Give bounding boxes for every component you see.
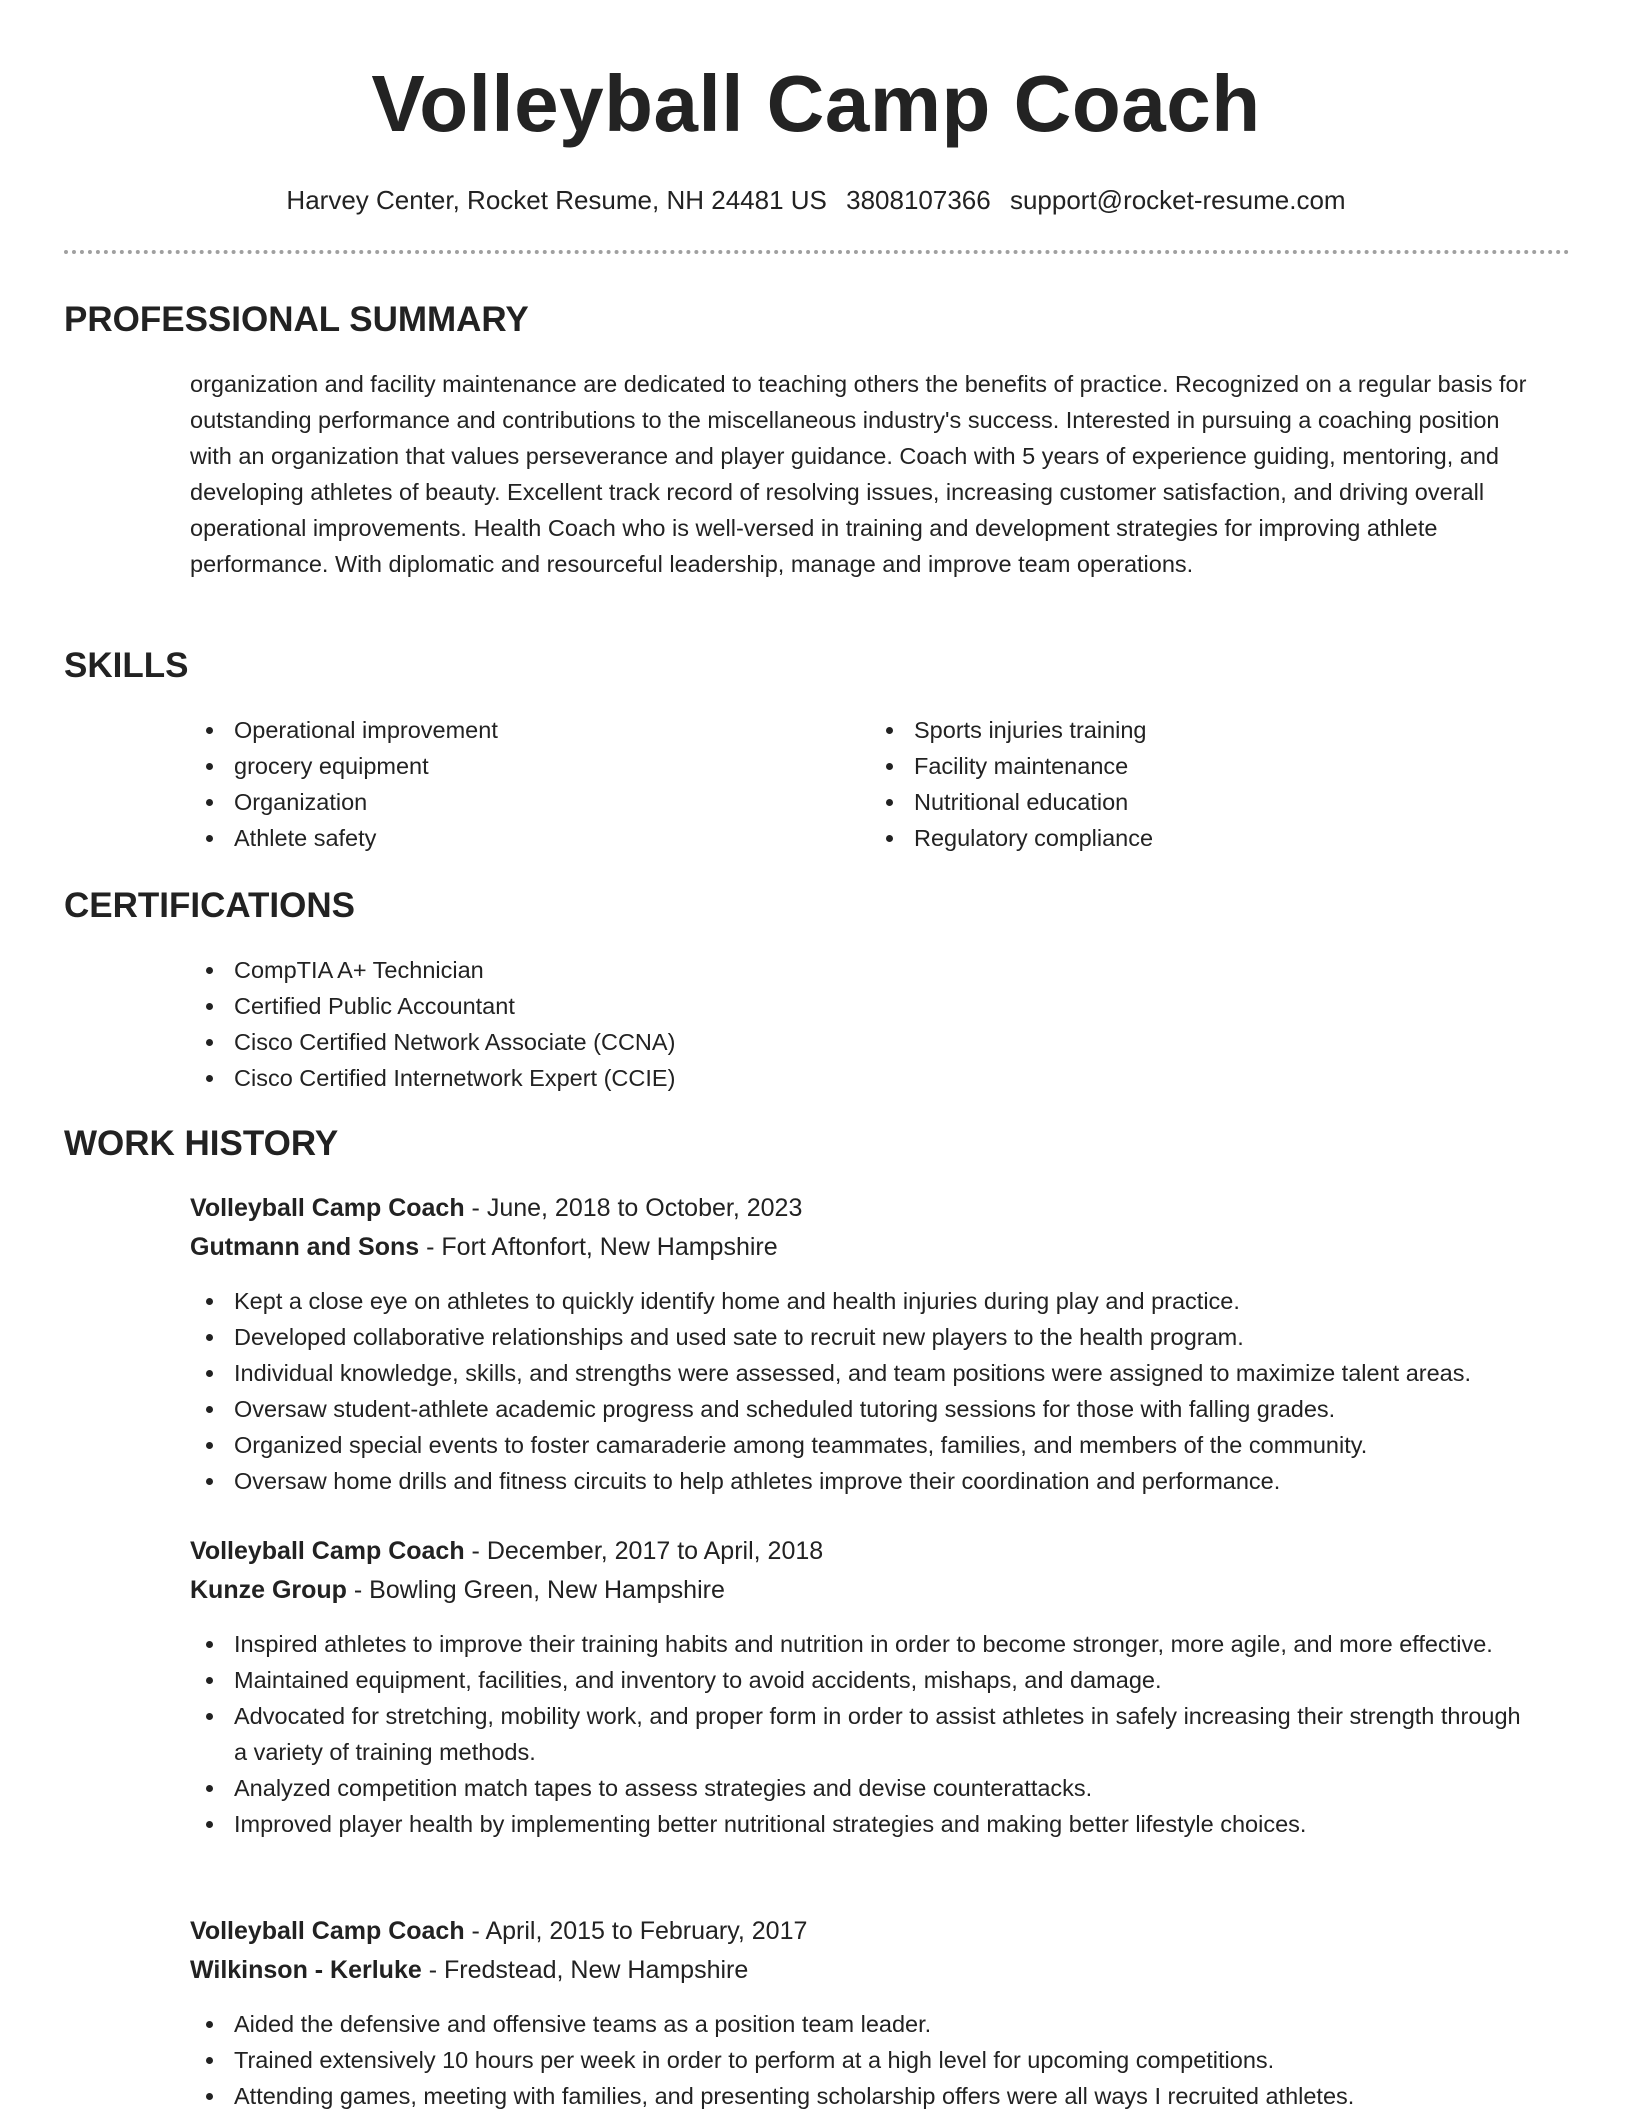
resume-name: Volleyball Camp Coach	[371, 59, 1261, 148]
list-item: Sports injuries training	[870, 712, 1470, 748]
summary-text: organization and facility maintenance are dedicated to teaching others the benefits of practice. Recognized on a regular basis for outstanding performance and contributions to the miscellaneous industry's success. Interested in pursuing a coaching position with an organization that values perseverance and player guidance. Coach with 5 years of experience guiding, mentoring, and developing athletes of beauty. Excellent track record of resolving issues, increasing customer satisfaction, and driving overall operational improvements. Health Coach who is well-versed in training and development strategies for improving athlete performance. With diplomatic and resourceful leadership, manage and improve team operations.	[190, 371, 1527, 577]
list-item: Improved player health by implementing better nutritional strategies and making better lifestyle choices.	[190, 1806, 1530, 1842]
skills-list-right	[870, 712, 1470, 856]
list-item: Organized special events to foster camaraderie among teammates, families, and members of the community.	[190, 1427, 1590, 1463]
list-item: Oversaw student-athlete academic progress and scheduled tutoring sessions for those with falling grades.	[190, 1391, 1590, 1427]
certifications-list	[190, 952, 1090, 1096]
job-dates: - December, 2017 to April, 2018	[464, 1537, 824, 1565]
list-item: CompTIA A+ Technician	[190, 952, 1090, 988]
job-company: Wilkinson - Kerluke	[190, 1956, 422, 1984]
contact-phone: 3808107366	[846, 185, 991, 215]
contact-email: support@rocket-resume.com	[1009, 185, 1346, 215]
job-bullets	[190, 1283, 1590, 1499]
list-item: Attending games, meeting with families, and presenting scholarship offers were all ways I recruited athletes.	[190, 2078, 1590, 2114]
skills-heading: SKILLS	[64, 646, 189, 685]
skills-list-left	[190, 712, 790, 856]
job-role: Volleyball Camp Coach	[190, 1917, 465, 1945]
job-role: Volleyball Camp Coach	[190, 1537, 465, 1565]
job-title-line	[190, 1189, 802, 1227]
list-item: Cisco Certified Network Associate (CCNA)	[190, 1024, 1090, 1060]
job-location: - Bowling Green, New Hampshire	[346, 1576, 725, 1604]
list-item: Analyzed competition match tapes to assess strategies and devise counterattacks.	[190, 1770, 1530, 1806]
list-item: Facility maintenance	[870, 748, 1470, 784]
job-company-line	[190, 1571, 725, 1609]
list-item: Oversaw home drills and fitness circuits to help athletes improve their coordination and performance.	[190, 1463, 1590, 1499]
list-item: Regulatory compliance	[870, 820, 1470, 856]
job-title-line	[190, 1912, 807, 1950]
list-item: Developed collaborative relationships and used sate to recruit new players to the health program.	[190, 1319, 1590, 1355]
list-item: Individual knowledge, skills, and strengths were assessed, and team positions were assigned to maximize talent areas.	[190, 1355, 1590, 1391]
job-dates: - April, 2015 to February, 2017	[464, 1917, 808, 1945]
certifications-heading: CERTIFICATIONS	[64, 886, 356, 925]
job-title-line	[190, 1532, 823, 1570]
job-bullets	[190, 2006, 1590, 2114]
job-location: - Fredstead, New Hampshire	[421, 1956, 749, 1984]
job-company: Kunze Group	[190, 1576, 347, 1604]
list-item: Athlete safety	[190, 820, 790, 856]
list-item: grocery equipment	[190, 748, 790, 784]
list-item: Certified Public Accountant	[190, 988, 1090, 1024]
job-role: Volleyball Camp Coach	[190, 1194, 465, 1222]
contact-address: Harvey Center, Rocket Resume, NH 24481 US	[286, 185, 827, 215]
job-location: - Fort Aftonfort, New Hampshire	[419, 1233, 778, 1261]
list-item: Trained extensively 10 hours per week in order to perform at a high level for upcoming competitions.	[190, 2042, 1590, 2078]
work-history-heading: WORK HISTORY	[64, 1124, 339, 1163]
list-item: Aided the defensive and offensive teams as a position team leader.	[190, 2006, 1590, 2042]
job-company: Gutmann and Sons	[190, 1233, 420, 1261]
list-item: Nutritional education	[870, 784, 1470, 820]
header-divider	[64, 250, 1570, 254]
job-company-line	[190, 1228, 778, 1266]
list-item: Cisco Certified Internetwork Expert (CCIE)	[190, 1060, 1090, 1096]
list-item: Operational improvement	[190, 712, 790, 748]
list-item: Kept a close eye on athletes to quickly identify home and health injuries during play and practice.	[190, 1283, 1590, 1319]
list-item: Organization	[190, 784, 790, 820]
job-company-line	[190, 1951, 748, 1989]
summary-heading: PROFESSIONAL SUMMARY	[64, 300, 529, 339]
list-item: Maintained equipment, facilities, and inventory to avoid accidents, mishaps, and damage.	[190, 1662, 1530, 1698]
list-item: Advocated for stretching, mobility work, and proper form in order to assist athletes in safely increasing their strength through a variety of training methods.	[190, 1698, 1530, 1770]
contact-line	[0, 182, 1632, 218]
job-bullets	[190, 1626, 1530, 1842]
list-item: Inspired athletes to improve their training habits and nutrition in order to become stronger, more agile, and more effective.	[190, 1626, 1530, 1662]
job-dates: - June, 2018 to October, 2023	[464, 1194, 803, 1222]
